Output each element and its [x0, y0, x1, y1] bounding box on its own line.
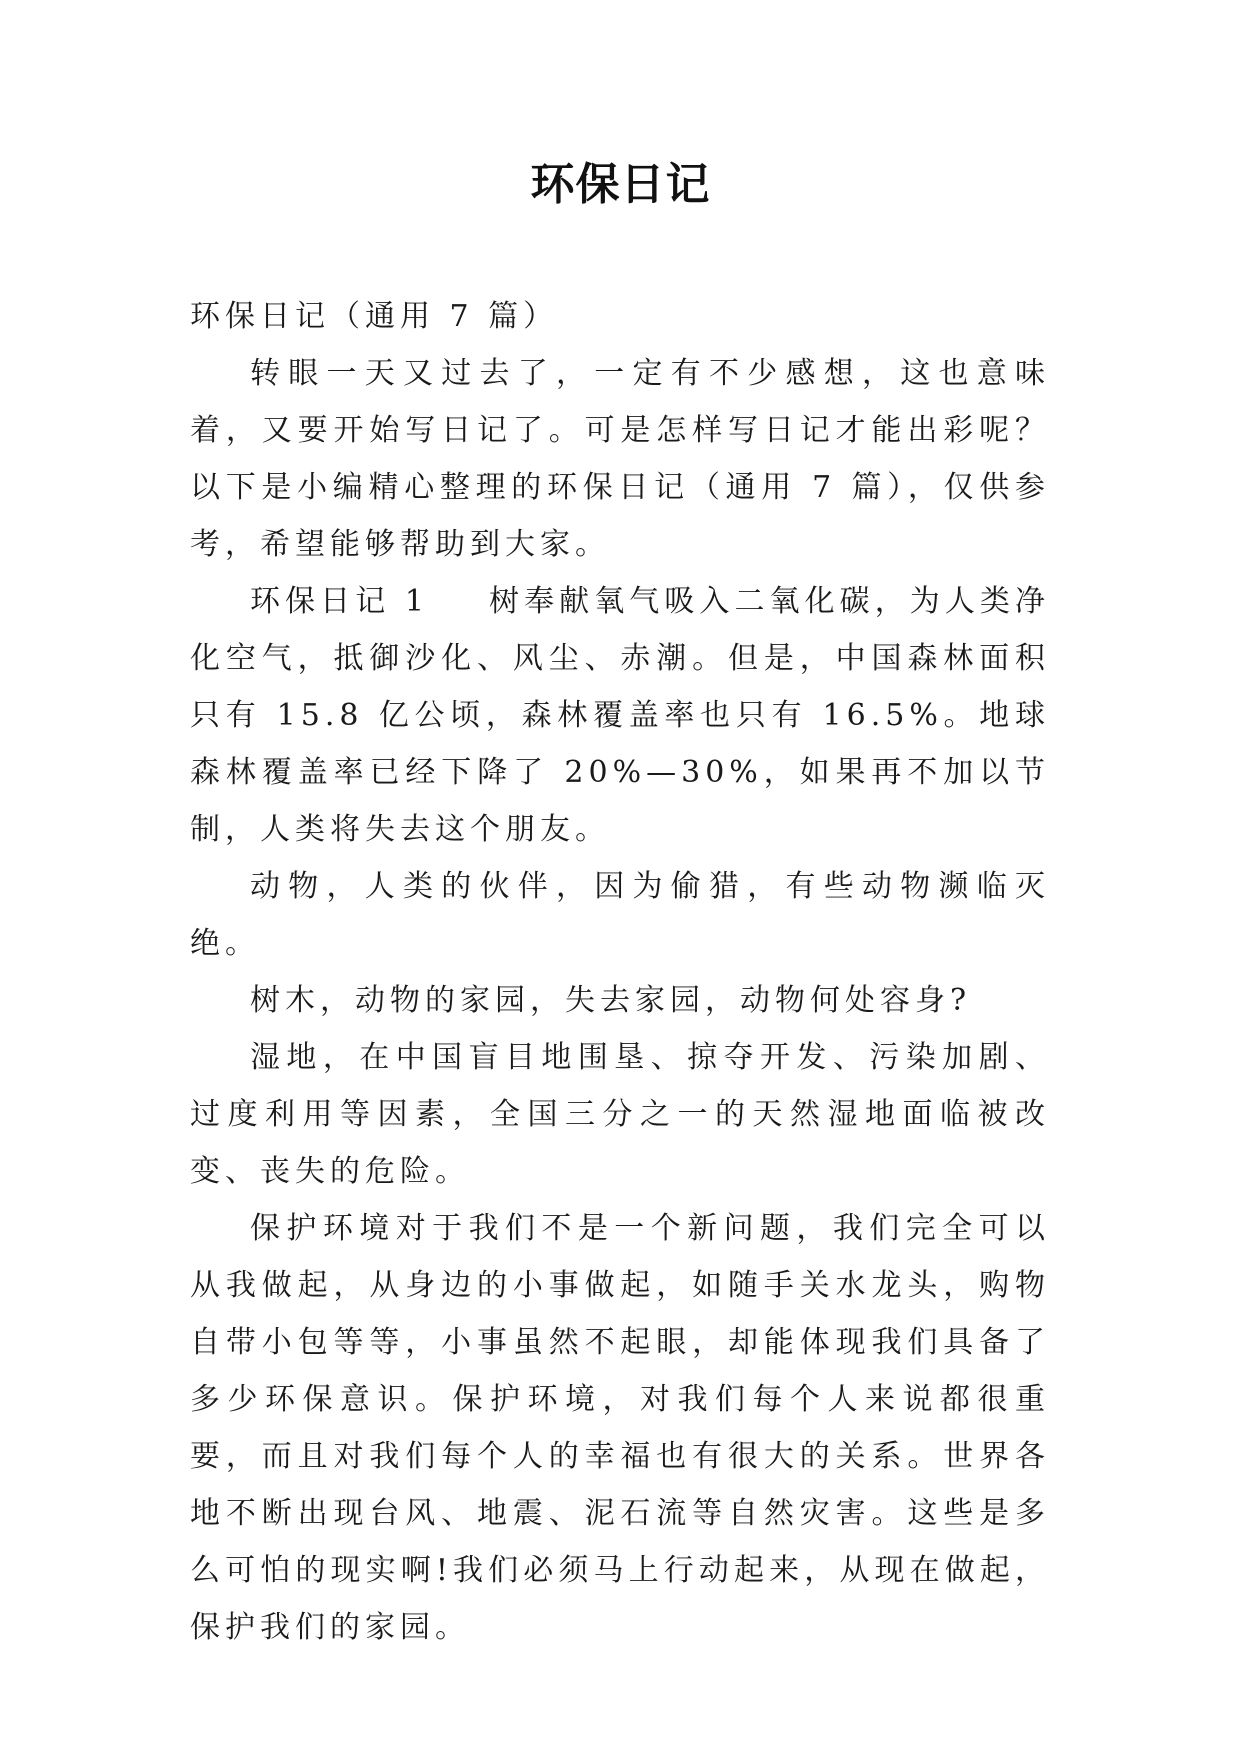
animals-paragraph: 动物，人类的伙伴，因为偷猎，有些动物濒临灭绝。 — [190, 869, 1050, 961]
entry-1-paragraph — [190, 573, 1050, 858]
intro-paragraph: 转眼一天又过去了，一定有不少感想，这也意味着，又要开始写日记了。可是怎样写日记才能出彩呢？以下是小编精心整理的环保日记（通用 7 篇），仅供参考，希望能够帮助到大家。 — [190, 356, 1050, 562]
document-subtitle: 环保日记（通用 7 篇） — [190, 299, 559, 334]
entry-1-text: 树奉献氧气吸入二氧化碳，为人类净化空气，抵御沙化、风尘、赤潮。但是，中国森林面积只有 15.8 亿公顷，森林覆盖率也只有 16.5%。地球森林覆盖率已经下降了 20%—30%，如果再不加以节制，人类将失去这个朋友。 — [190, 584, 1051, 847]
wetlands-paragraph: 湿地，在中国盲目地围垦、掠夺开发、污染加剧、过度利用等因素，全国三分之一的天然湿地面临被改变、丧失的危险。 — [190, 1040, 1050, 1189]
document-title: 环保日记 — [530, 159, 711, 210]
document-body — [190, 288, 1050, 1656]
trees-paragraph: 树木，动物的家园，失去家园，动物何处容身? — [250, 983, 972, 1018]
entry-1-label: 环保日记 1 — [250, 584, 429, 619]
protect-environment-paragraph: 保护环境对于我们不是一个新问题，我们完全可以从我做起，从身边的小事做起，如随手关水龙头，购物自带小包等等，小事虽然不起眼，却能体现我们具备了多少环保意识。保护环境，对我们每个人来说都很重要，而且对我们每个人的幸福也有很大的关系。世界各地不断出现台风、地震、泥石流等自然灾害。这些是多么可怕的现实啊!我们必须马上行动起来，从现在做起，保护我们的家园。 — [190, 1211, 1050, 1645]
